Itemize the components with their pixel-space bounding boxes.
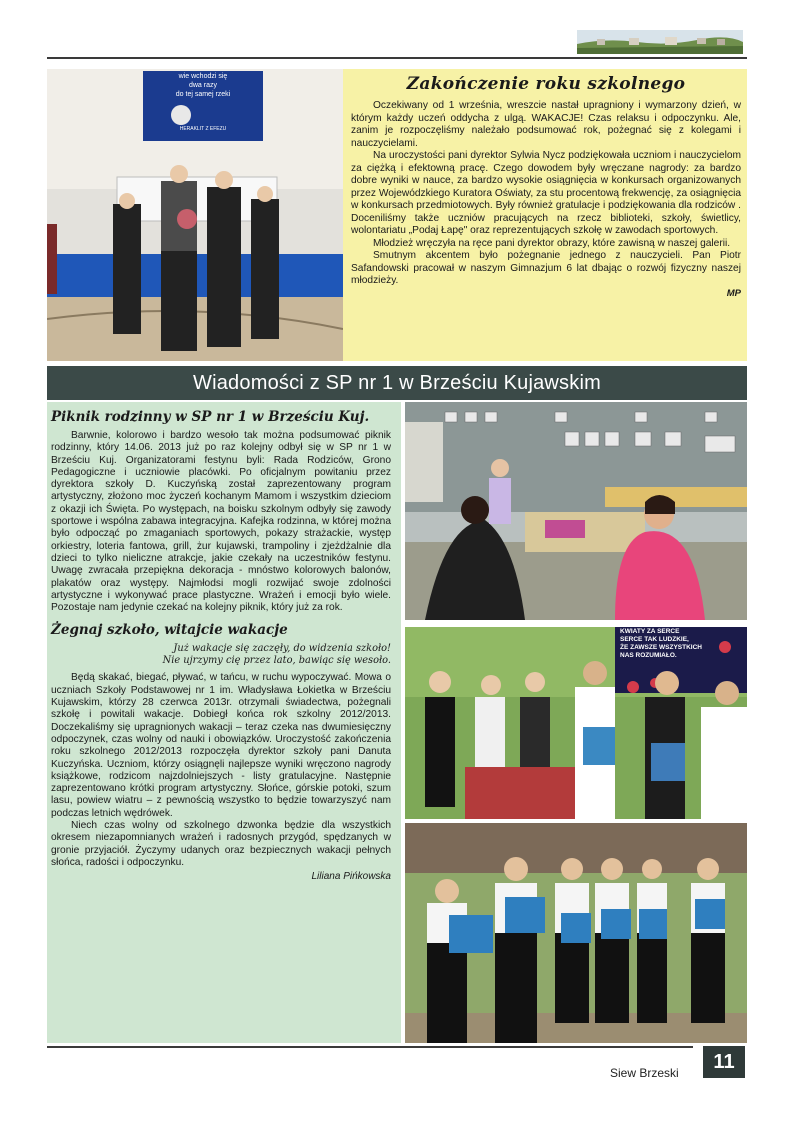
header-landscape-photo: [577, 30, 743, 54]
article1-paragraph-3: Młodzież wręczyła na ręce pani dyrektor obrazy, które zawisną w naszej galerii.: [373, 237, 731, 249]
awards-banner-line-2: SERCE TAK LUDZKIE,: [620, 636, 689, 643]
article-end-of-school-year: [343, 69, 747, 361]
awards-banner-line-3: ŻE ZAWSZE WSZYSTKICH: [620, 644, 702, 651]
article1-paragraph-2: Na uroczystości pani dyrektor Sylwia Nycz podziękowała uczniom i nauczycielom za ciężką i efektowną pracę. Czego dowodem były wręczane nagrody: za bardzo dobre wyniki w nauce, za bardzo wysokie osiągnięcia w konkursach organizowanych przez Wojewódzkiego Kuratora Oświaty, za stu procentową frekwencję, za osiągnięcia w konkursach przedmiotowych. Były również gratulacje i podziękowania dla rodziców . Doceniliśmy także uczniów pracujących na rzecz biblioteki, szkoły, świetlicy, wolontariatu „Podaj Łapę" oraz reprezentujących szkołę w zawodach sportowych.: [351, 150, 741, 236]
header-rule: [47, 57, 747, 59]
article3-paragraph-2: Niech czas wolny od szkolnego dzwonka będzie dla wszystkich okresem niezapomnianych wrażeń i radosnych przygód, spędzanych w gronie przyjaciół. Życzymy udanych oraz bezpiecznych wakacji pełnych słońca, radości i odpoczynku.: [51, 820, 391, 868]
awards-banner-line-1: KWIATY ZA SERCE: [620, 628, 680, 635]
section-banner: Wiadomości z SP nr 1 w Brześciu Kujawskim: [47, 366, 747, 400]
motto-line-1: Już wakacje się zaczęły, do widzenia szkoło!: [173, 643, 391, 655]
article2-paragraph: Barwnie, kolorowo i bardzo wesoło tak można podsumować piknik rodzinny, który 14.06. 2013 już po raz kolejny odbył się w SP nr 1 w Brześciu Kuj. Organizatorami festynu byli: Rada Rodziców, Grono Pedagogiczne i uczniowie placówki. Po oficjalnym powitaniu przez dyrektora szkoły D. Kuczyńską został zaprezentowany program artystyczny, złożono moc życzeń kochanym Mamom i wszystkim dzieciom z okazji ich Święta. Po występach, na boisku szkolnym odbyły się zawody sportowe i wspólna zabawa integracyjna. Kafejka rodzinna, w której można było odpocząć po zmaganiach sportowych, pokazy strażackie, występ orkiestry, loteria fantowa, grill, żur kujawski, trampoliny i zjeżdżalnie dla dzieci to tylko nieliczne atrakcje, jakie czekały na uczestników festynu. Uwagę zwracała przepiękna dekoracja - mnóstwo kolorowych balonów, plakatów oraz występy. Najmłodsi mogli rozwijać swoje zdolności artystyczne i wykonywać prace plastyczne. Wrażeń i emocji było wiele. Pozostaje nam jedynie czekać na kolejny piknik, który już za rok.: [51, 430, 391, 614]
article1-title: Zakończenie roku szkolnego: [406, 74, 686, 94]
article3-author: Liliana Pińkowska: [311, 871, 391, 883]
picnic-photo: [405, 402, 747, 620]
awards-banner-text: [620, 628, 745, 660]
awards-banner-line-4: NAS ROZUMIAŁO.: [620, 652, 677, 659]
students-photo: [405, 823, 747, 1043]
motto-line-2: Nie ujrzymy cię przez lato, bawiąc się wesoło.: [162, 655, 391, 667]
article3-motto: [51, 643, 391, 667]
footer-rule: [47, 1046, 693, 1048]
article1-signature: MP: [726, 287, 741, 299]
banner-line-2: dwa razy: [188, 82, 217, 89]
article1-paragraph-4: Smutnym akcentem było pożegnanie jednego z nauczycieli. Pan Piotr Safandowski pracował w naszym Gimnazjum 6 lat dbając o rozwój fizyczny naszej młodzieży.: [351, 250, 741, 286]
banner-line-4: HERAKLIT Z EFEZU: [179, 126, 227, 132]
article3-paragraph-1: Będą skakać, biegać, pływać, w tańcu, w ruchu wypoczywać. Mowa o uczniach Szkoły Podstawowej nr 1 im. Władysława Łokietka w Brześciu Kujawskim, którzy 28 czerwca 2013r. otrzymali świadectwa, pożegnali szkołę i powitali wakacje. Dobiegł końca rok szkolny 2012/2013. Doczekaliśmy się upragnionych wakacji – teraz czeka nas dwumiesięczny odpoczynek, czas wolny od nauki i obowiązków. Uroczystość zakończenia roku szkolnego 2012/2013 rozpoczęła dyrektor szkoły pani Danuta Kuczyńska. Uczniom, którzy osiągnęli najlepsze wyniki wręczono nagrody książkowe, rodzicom najzdolniejszych - listy gratulacyjne. Następnie zaprezentowano krótki program artystyczny. Słońce, górskie potoki, szum lasu, powiew wiatru – z pewnością wszystko to będzie towarzyszyć nam podczas letnich wędrówek.: [51, 672, 391, 819]
page-number: 11: [703, 1046, 745, 1078]
banner-line-3: do tej samej rzeki: [175, 91, 231, 98]
article1-paragraph-1: Oczekiwany od 1 września, wreszcie nastał upragniony i wymarzony dzień, w którym każdy uczeń oddycha z ulgą. WAKACJE! Czas relaksu i odpoczynku. Ale, zanim je rozpoczęliśmy należało podsumować rok, pożegnać się z kolegami i nauczycielami.: [351, 100, 741, 149]
publication-name: Siew Brzeski: [610, 1066, 679, 1080]
article2-title: Piknik rodzinny w SP nr 1 w Brześciu Kuj.: [51, 409, 370, 425]
article3-title: Żegnaj szkoło, witajcie wakacje: [51, 622, 288, 639]
banner-line-1: wie wchodzi się: [178, 73, 228, 80]
articles-column: [47, 402, 401, 1043]
ceremony-banner-text: [148, 72, 258, 134]
